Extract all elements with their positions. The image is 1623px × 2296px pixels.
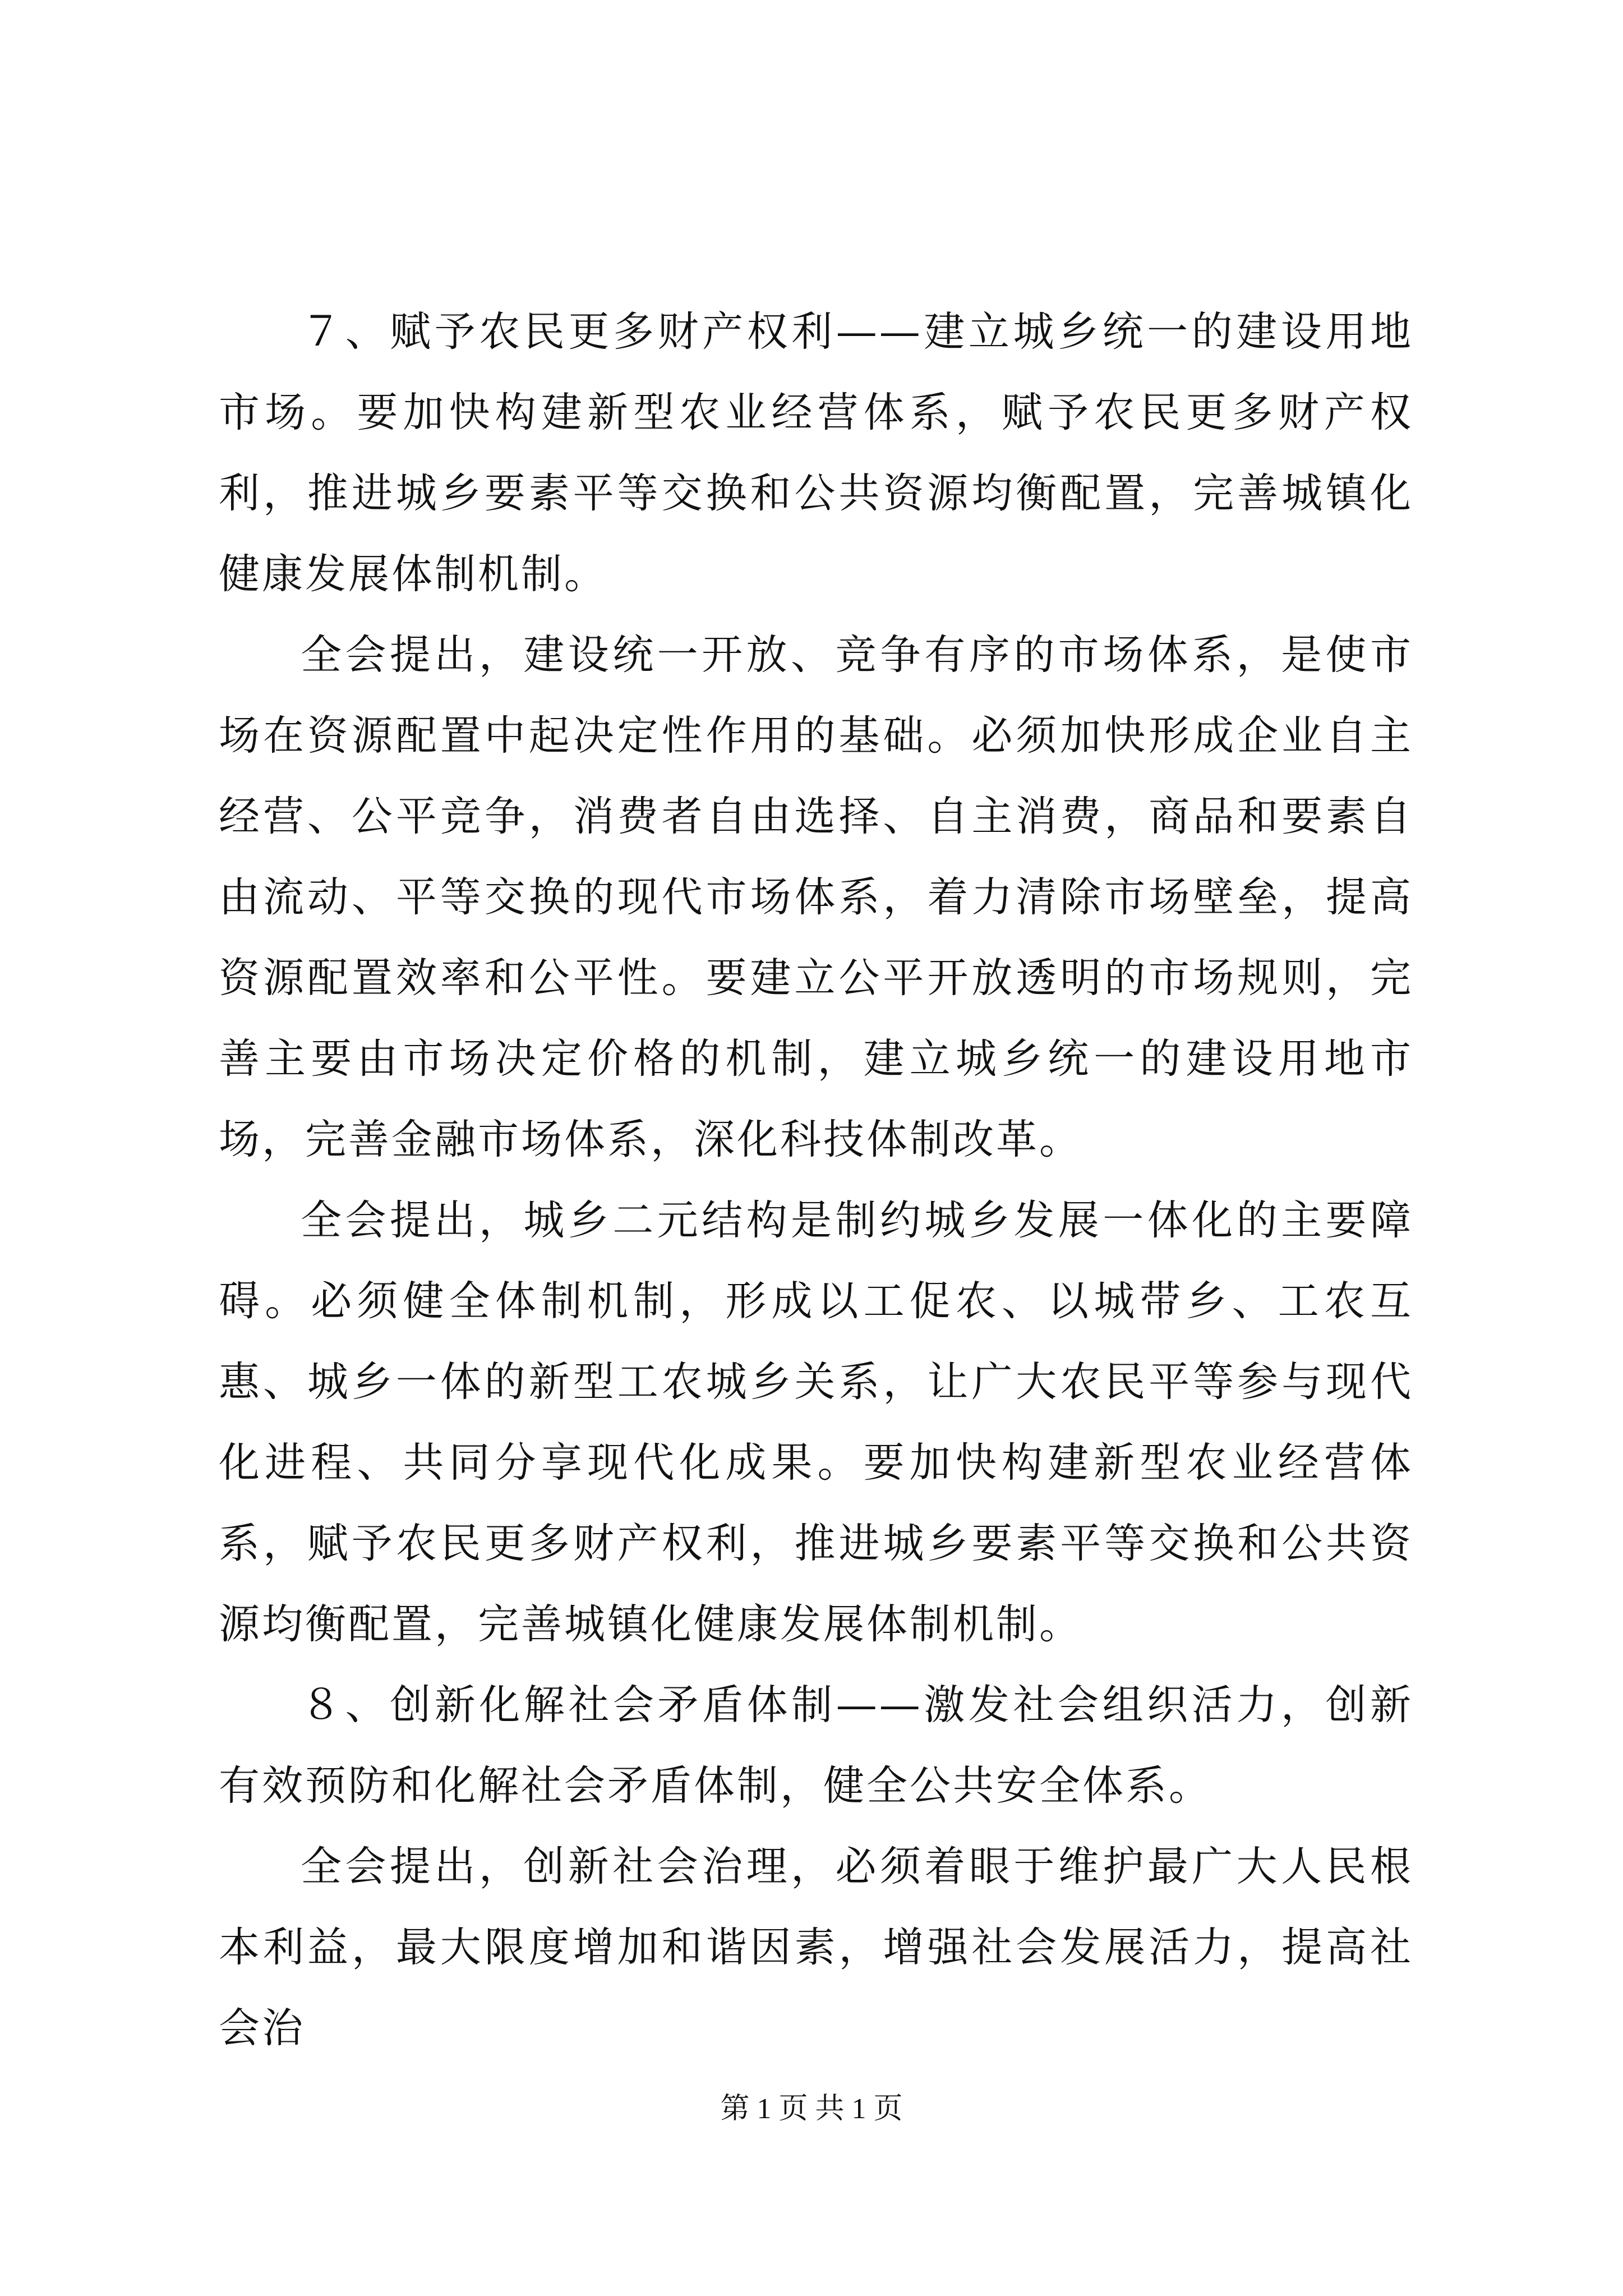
paragraph-market-system: 全会提出，建设统一开放、竞争有序的市场体系，是使市场在资源配置中起决定性作用的基础。必须加快形成企业自主经营、公平竞争，消费者自由选择、自主消费，商品和要素自由流动、平等交换的现代市场体系，着力清除市场壁垒，提高资源配置效率和公平性。要建立公平开放透明的市场规则，完善主要由市场决定价格的机制，建立城乡统一的建设用地市场，完善金融市场体系，深化科技体制改革。 bbox=[219, 631, 1413, 1163]
paragraph-urban-rural: 全会提出，城乡二元结构是制约城乡发展一体化的主要障碍。必须健全体制机制，形成以工促农、以城带乡、工农互惠、城乡一体的新型工农城乡关系，让广大农民平等参与现代化进程、共同分享现代化成果。要加快构建新型农业经营体系，赋予农民更多财产权利，推进城乡要素平等交换和公共资源均衡配置，完善城镇化健康发展体制机制。 bbox=[219, 1197, 1413, 1648]
page-number-footer: 第 1 页 共 1 页 bbox=[720, 2093, 903, 2125]
paragraph-item-8: ８、创新化解社会矛盾体制——激发社会组织活力，创新有效预防和化解社会矛盾体制，健全公共安全体系。 bbox=[219, 1681, 1413, 1810]
paragraph-social-governance: 全会提出，创新社会治理，必须着眼于维护最广大人民根本利益，最大限度增加和谐因素，增强社会发展活力，提高社会治 bbox=[219, 1843, 1413, 2052]
document-body bbox=[219, 292, 1413, 2069]
paragraph-item-7: ７、赋予农民更多财产权利——建立城乡统一的建设用地市场。要加快构建新型农业经营体系，赋予农民更多财产权利，推进城乡要素平等交换和公共资源均衡配置，完善城镇化健康发展体制机制。 bbox=[219, 308, 1413, 598]
